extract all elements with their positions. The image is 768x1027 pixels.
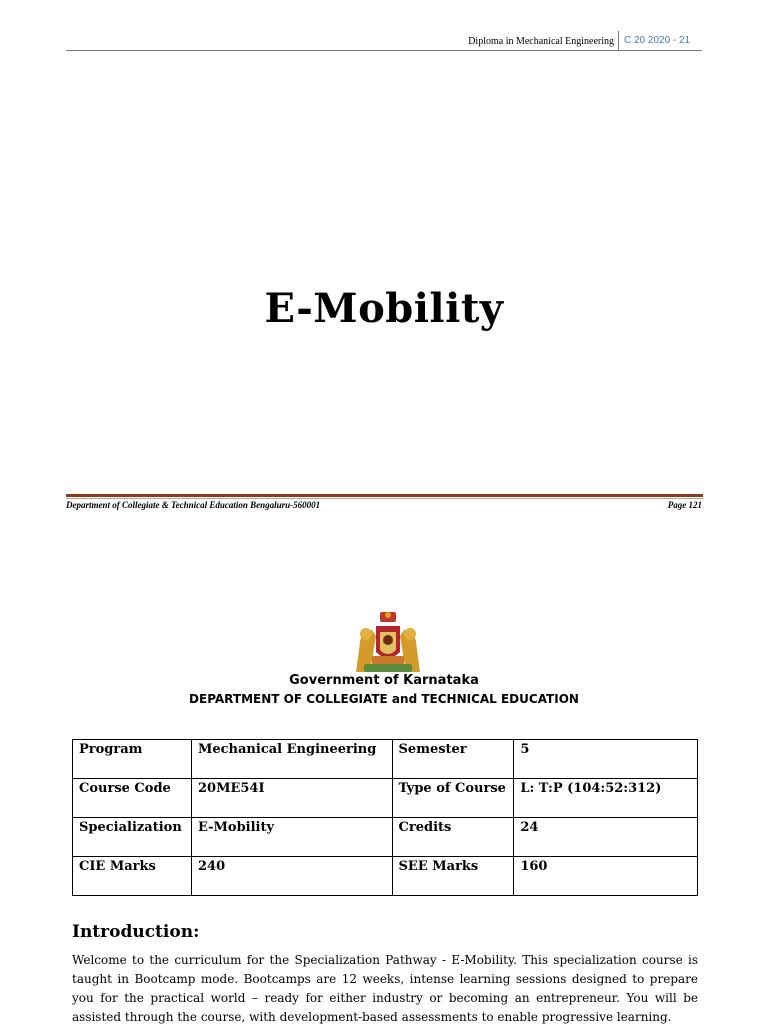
table-cell: 5 [514,740,698,779]
table-row [73,740,698,779]
footer-rule-thin [66,498,703,499]
table-cell: 160 [514,857,698,896]
karnataka-emblem-icon [350,612,426,674]
footer-rule [66,494,703,497]
table-row [73,818,698,857]
introduction-heading: Introduction: [72,922,200,942]
table-cell: 240 [191,857,392,896]
table-row [73,779,698,818]
table-cell: Semester [392,740,514,779]
table-cell: 20ME54I [191,779,392,818]
page-title: E-Mobility [264,285,504,332]
table-row [73,857,698,896]
table-cell: Credits [392,818,514,857]
table-cell: E-Mobility [191,818,392,857]
department-name: DEPARTMENT OF COLLEGIATE and TECHNICAL EDUCATION [189,692,579,706]
table-cell: Type of Course [392,779,514,818]
introduction-text: Welcome to the curriculum for the Specialization Pathway - E-Mobility. This specialization course is taught in Bootcamp mode. Bootcamps are 12 weeks, intense learning sessions designed to prepare you for the practical world – ready for either industry or becoming an entrepreneur. You will be assisted through the course, with development-based assessments to enable progressive learning. [72,953,698,1024]
table-cell: CIE Marks [73,857,192,896]
header-program: Diploma in Mechanical Engineering [468,36,614,47]
table-cell: 24 [514,818,698,857]
table-cell: L: T:P (104:52:312) [514,779,698,818]
government-name: Government of Karnataka [289,673,479,688]
footer-department: Department of Collegiate & Technical Education Bengaluru-560001 [66,500,321,510]
table-cell: Mechanical Engineering [191,740,392,779]
table-cell: Course Code [73,779,192,818]
table-cell: Specialization [73,818,192,857]
table-cell: Program [73,740,192,779]
header-separator [618,31,619,51]
header-code: C 20 2020 - 21 [624,35,691,46]
footer-page-number: Page 121 [667,500,702,510]
course-details-table [72,739,698,896]
header-rule [66,50,702,51]
table-cell: SEE Marks [392,857,514,896]
